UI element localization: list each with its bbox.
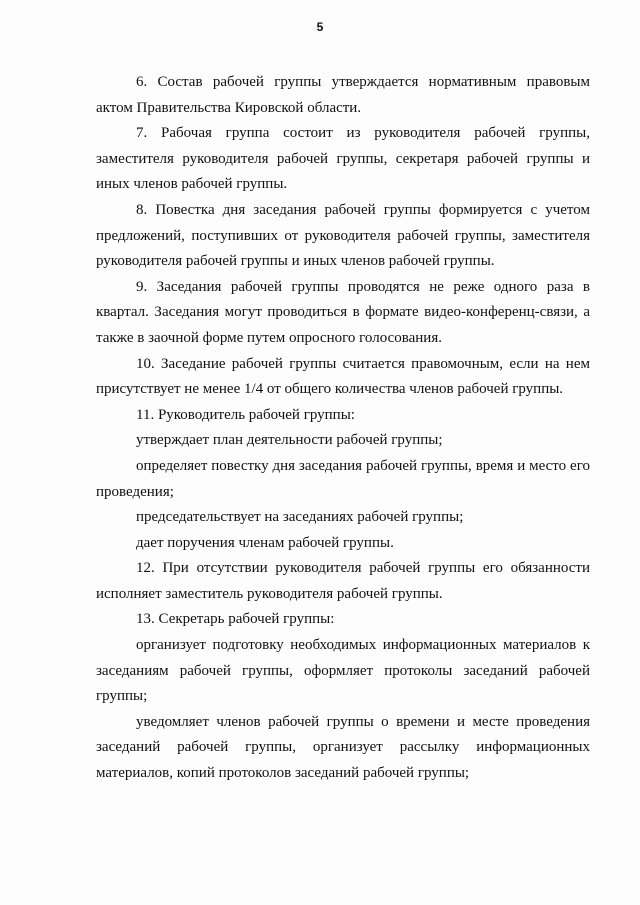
paragraph-11-item-plan: утверждает план деятельности рабочей группы; <box>136 432 443 449</box>
page-number: 5 <box>316 20 324 34</box>
paragraph-11-item-orders: дает поручения членам рабочей группы. <box>136 534 394 551</box>
paragraph-6: 6. Состав рабочей группы утверждается нормативным правовым актом Правительства Кировской области. <box>96 74 590 116</box>
paragraph-11-heading: 11. Руководитель рабочей группы: <box>136 406 355 423</box>
paragraph-12: 12. При отсутствии руководителя рабочей группы его обязанности исполняет заместитель руководителя рабочей группы. <box>96 560 590 602</box>
paragraph-10: 10. Заседание рабочей группы считается правомочным, если на нем присутствует не менее 1/4 от общего количества членов рабочей группы. <box>96 355 590 398</box>
paragraph-13-heading: 13. Секретарь рабочей группы: <box>136 611 335 628</box>
paragraph-7: 7. Рабочая группа состоит из руководителя рабочей группы, заместителя руководителя рабочей группы, секретаря рабочей группы и иных членов рабочей группы. <box>96 125 590 193</box>
paragraph-9: 9. Заседания рабочей группы проводятся не реже одного раза в квартал. Заседания могут проводиться в формате видео-конференц-связи, а также в заочной форме путем опросного голосования. <box>96 278 590 346</box>
paragraph-8: 8. Повестка дня заседания рабочей группы формируется с учетом предложений, поступивших от руководителя рабочей группы, заместителя руководителя рабочей группы и иных членов рабочей группы. <box>96 201 590 270</box>
paragraph-13-item-notify: уведомляет членов рабочей группы о времени и месте проведения заседаний рабочей группы, организует рассылку информационных материалов, копий протоколов заседаний рабочей группы; <box>96 713 590 782</box>
paragraph-11-item-chairs: председательствует на заседаниях рабочей группы; <box>136 509 464 526</box>
document-body <box>96 70 590 787</box>
paragraph-11-item-agenda: определяет повестку дня заседания рабочей группы, время и место его проведения; <box>96 457 590 500</box>
paragraph-13-item-materials: организует подготовку необходимых информационных материалов к заседаниям рабочей группы, оформляет протоколы заседаний рабочей группы; <box>96 637 590 705</box>
